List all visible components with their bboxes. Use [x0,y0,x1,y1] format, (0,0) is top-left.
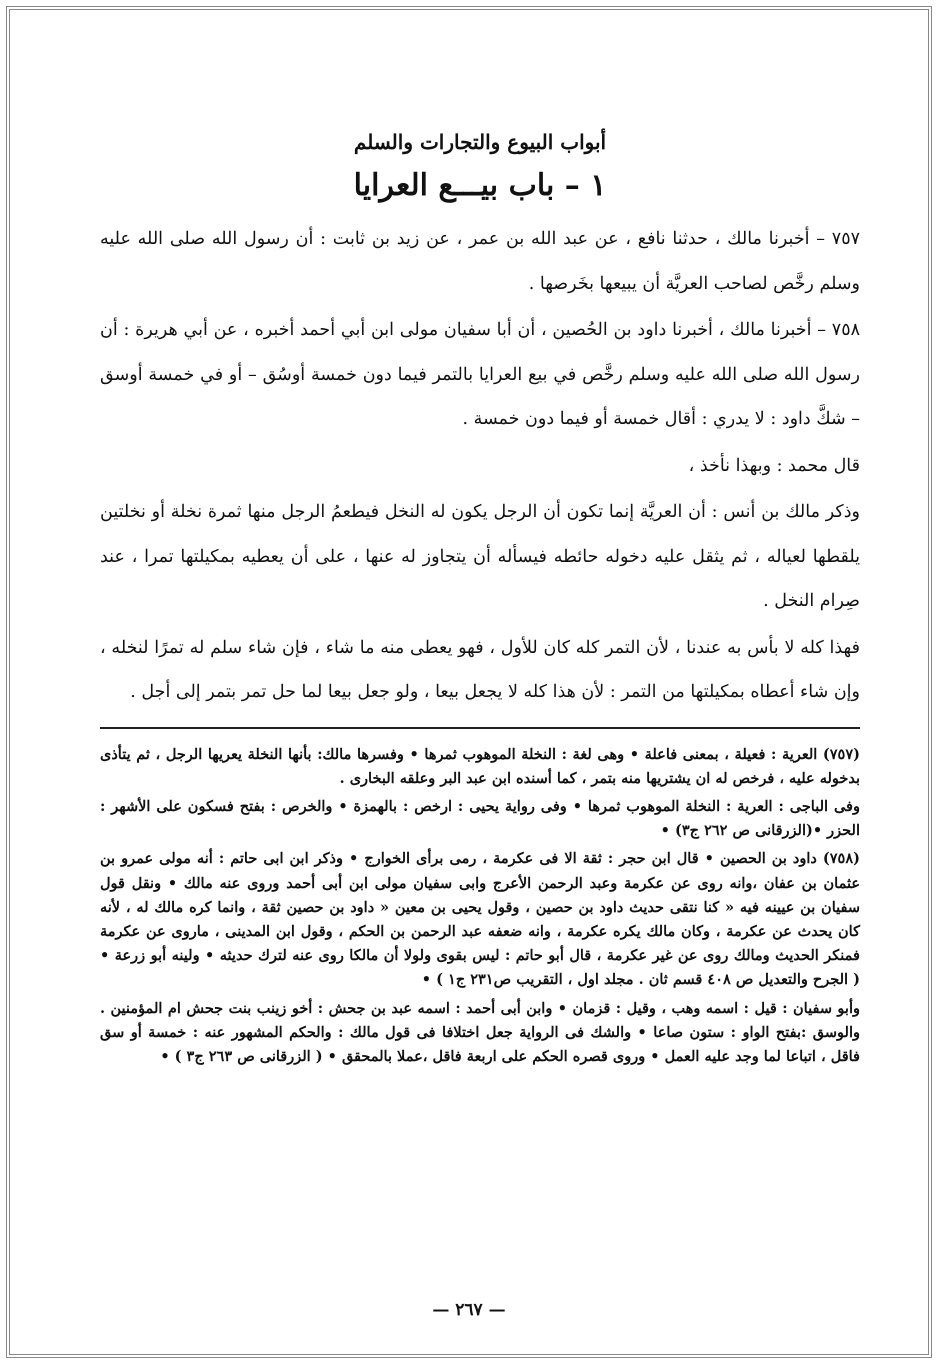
footnote-757: (٧٥٧) العرية : فعيلة ، بمعنى فاعلة • وهى لغة : النخلة الموهوب ثمرها • وفسرها مالك: بأنها النخلة يعريها الرجل ، ثم يتأذى بدخوله عليه ، فرخص له ان يشتريها منه بتمر ، كما أسنده ابن عبد البر وعلقه البخارى . [100,745,860,787]
footnote-757-baji: وفى الباجى : العرية : النخلة الموهوب ثمرها • وفى رواية يحيى : ارخص : بالهمزة • والخرص : بفتح فسكون على الأشهر : الحزر •(الزرقانى ص ٢٦٢ ج٣) • [100,797,860,840]
hadith-758: ٧٥٨ – أخبرنا مالك ، أخبرنا داود بن الحُصين ، أن أبا سفيان مولى ابن أبي أحمد أخبره ، عن أبي هريرة : أن رسول الله صلى الله عليه وسلم رخَّص في بيع العرايا بالتمر فيما دون خمسة أوسُق – أو في خمسة أوسق – شكَّ داود : لا يدري : أقال خمسة أو فيما دون خمسة . [100,320,860,429]
footnote-758: (٧٥٨) داود بن الحصين • قال ابن حجر : ثقة الا فى عكرمة ، رمى برأى الخوارج • وذكر ابن ابى حاتم : أنه مولى عمرو بن عثمان بن عفان ،وانه روى عن عكرمة وعبد الرحمن الأعرج وابى سفيان مولى ابن أبى أحمد وروى عنه مالك • ونقل قول سفيان بن عيينه فيه « كنا نتقى حديث داود بن حصين ، وقول يحيى بن معين « داود بن حصين ثقة ، وانما كره مالك له ، لأنه كان يحدث عن عكرمة ، وكان مالك يكره عكرمة ، وانه ضعفه عبد الرحمن بن الحكم ، وقول ابن المدينى ، ماروى عن عكرمة فمنكر الحديث ومالك روى عن غير عكرمة ، قال أبو حاتم : ليس بقوى ولولا أن مالكا روى عنه لترك حديثه • ولينه أبو زرعة • ( الجرح والتعديل ص ٤٠٨ قسم ثان . مجلد اول ، التقريب ص٢٣١ ج١ ) • [100,850,860,989]
page-number: — ٢٦٧ — [432,1300,506,1320]
footnote-divider [100,727,860,729]
running-head: أبواب البيوع والتجارات والسلم [353,130,607,154]
hadith-757: ٧٥٧ – أخبرنا مالك ، حدثنا نافع ، عن عبد الله بن عمر ، عن زيد بن ثابت : أن رسول الله صلى الله عليه وسلم رخَّص لصاحب العريَّة أن يبيعها بخَرصها . [100,229,860,294]
malik-explanation: وذكر مالك بن أنس : أن العريَّة إنما تكون أن الرجل يكون له النخل فيطعمُ الرجل منها ثمرة نخلة أو نخلتين يلقطها لعياله ، ثم يثقل عليه دخوله حائطه فيسأله أن يتجاوز له عنها ، على أن يعطيه بمكيلتها تمرا ، عند صِرام النخل . [100,502,860,611]
chapter-title: ١ – باب بيـــع العرايا [353,168,607,203]
ruling-paragraph: فهذا كله لا بأس به عندنا ، لأن التمر كله كان للأول ، فهو يعطى منه ما شاء ، فإن شاء سلم له تمرًا لنخله ، وإن شاء أعطاه بمكيلتها من التمر : لأن هذا كله لا يجعل بيعا ، ولو جعل بيعا لما حل تمر بتمر إلى أجل . [100,637,860,702]
footnote-758-abu-sufyan: وأبو سفيان : قيل : اسمه وهب ، وقيل : قزمان • وابن أبى أحمد : اسمه عبد بن جحش : أخو زينب بنت جحش ام المؤمنين . والوسق :بفتح الواو : ستون صاعا • والشك فى الرواية جعل اختلافا فى قول مالك : والحكم المشهور عنه : خمسة أو سق فاقل ، اتباعا لما وجد عليه العمل • وروى قصره الحكم على اربعة فاقل ،عملا بالمحقق • ( الزرقانى ص ٢٦٣ ج٣ ) • [100,999,860,1065]
muhammad-statement: قال محمد : وبهذا نأخذ ، [688,455,860,476]
page-content [100,130,860,1073]
